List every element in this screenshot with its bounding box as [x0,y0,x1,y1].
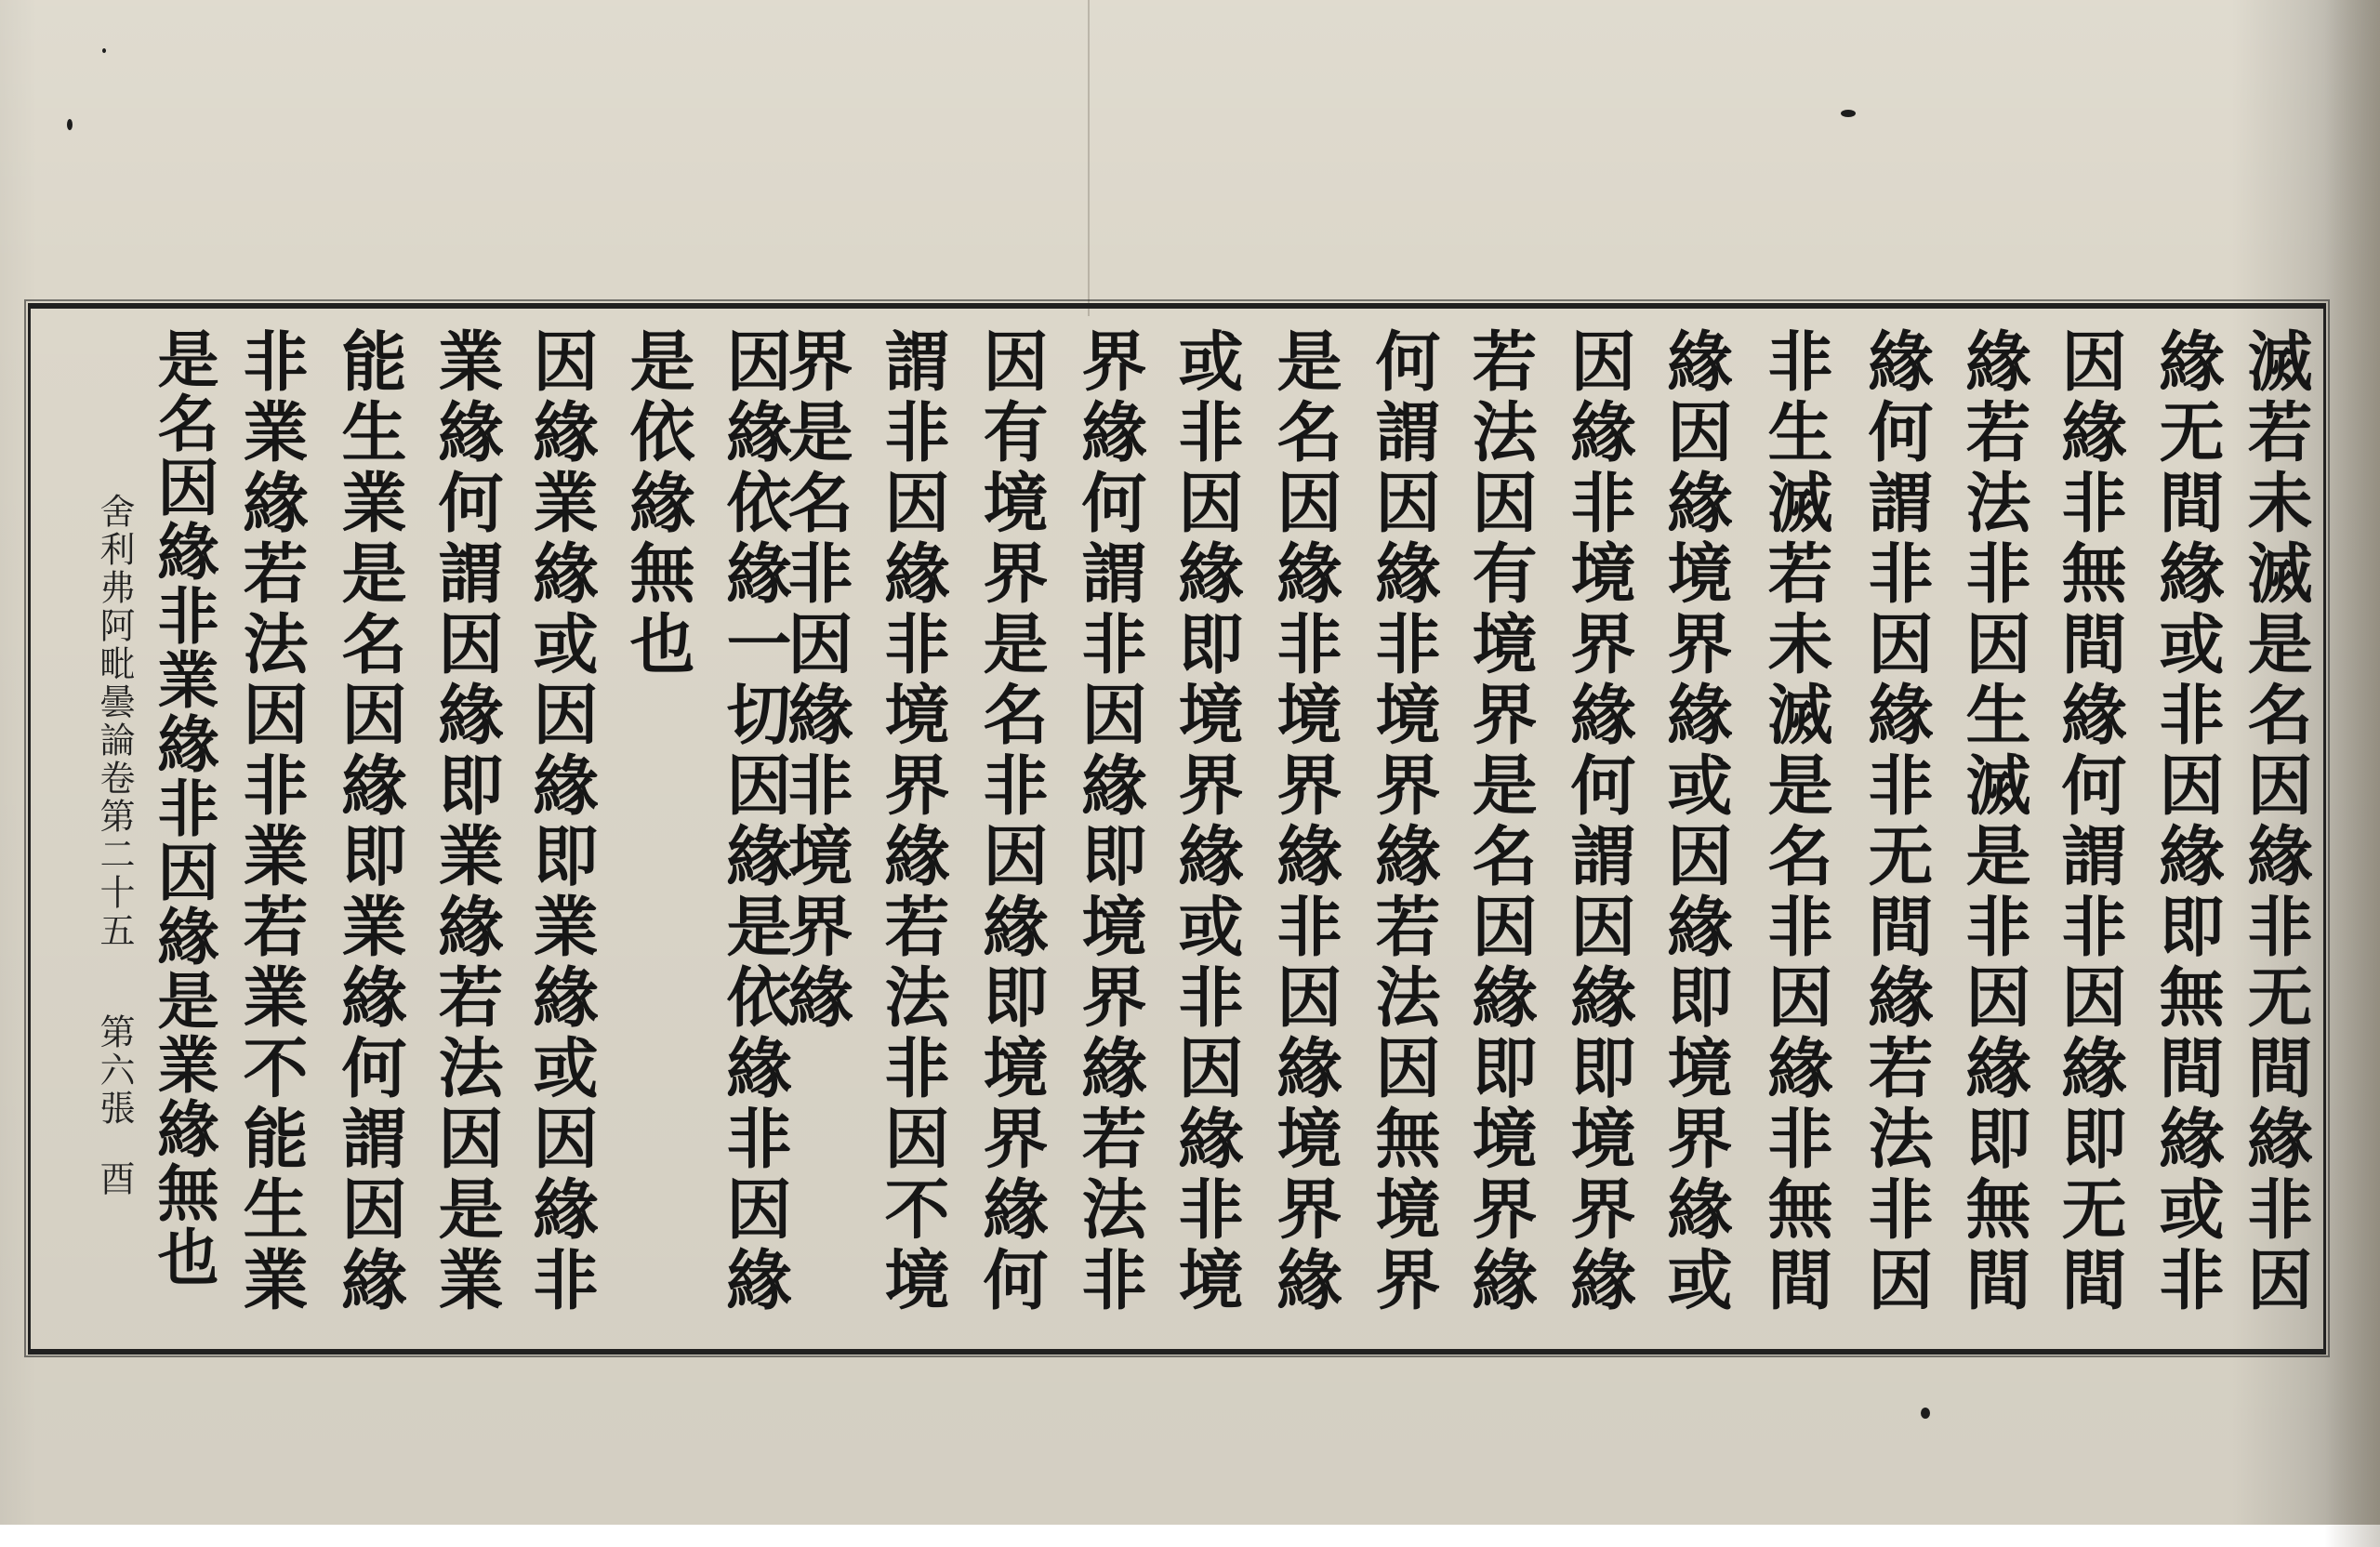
text-column-8: 因緣非境界緣何謂因緣即境界緣 [1560,327,1637,1316]
text-column-21: 能生業是名因緣即業緣何謂因緣 [331,327,408,1316]
text-column-9: 若法因有境界是名因緣即境界緣 [1461,327,1539,1316]
text-column-3: 因緣非無間緣何謂非因緣即无間 [2051,327,2128,1316]
text-column-10: 何謂因緣非境界緣若法因無境界 [1365,327,1442,1316]
text-column-1: 滅若未滅是名因緣非无間緣非因 [2237,327,2314,1316]
footer-mark: 酉 [94,1160,135,1198]
ink-speck [1841,110,1856,117]
text-column-17: 因緣依緣一切因緣是依緣非因緣 [716,327,793,1316]
text-column-23: 是名因緣非業緣非因緣是業緣無也 [147,327,219,1289]
text-column-6: 非生滅若未滅是名非因緣非無間 [1757,327,1834,1316]
text-column-7: 緣因緣境界緣或因緣即境界緣或 [1657,327,1734,1316]
text-column-5: 緣何謂非因緣非无間緣若法非因 [1858,327,1935,1316]
page-edge-shadow [2324,0,2380,1547]
text-column-13: 界緣何謂非因緣即境界緣若法非 [1071,327,1148,1316]
text-column-4: 緣若法非因生滅是非因緣即無間 [1955,327,2032,1316]
footer-title: 舍利弗阿毗曇論卷第二十五 [94,493,135,950]
text-column-19: 因緣業緣或因緣即業緣或因緣非 [522,327,600,1316]
text-column-15: 謂非因緣非境界緣若法非因不境 [874,327,951,1316]
fold-line [1088,0,1090,316]
text-column-16: 界是名非因緣非境界緣 [777,327,854,1034]
text-column-22: 非業緣若法因非業若業不能生業 [232,327,310,1316]
text-column-11: 是名因緣非境界緣非因緣境界緣 [1266,327,1343,1316]
footer-page: 第六張 [94,1013,135,1128]
ink-speck [67,119,73,130]
text-column-12: 或非因緣即境界緣或非因緣非境 [1168,327,1245,1316]
text-column-18: 是依緣無也 [619,327,696,681]
text-column-14: 因有境界是名非因緣即境界緣何 [972,327,1050,1316]
text-column-20: 業緣何謂因緣即業緣若法因是業 [428,327,505,1316]
ink-speck [1921,1408,1930,1419]
text-column-2: 緣无間緣或非因緣即無間緣或非 [2149,327,2226,1316]
ink-speck [102,48,106,53]
page-margin [0,1525,2380,1547]
